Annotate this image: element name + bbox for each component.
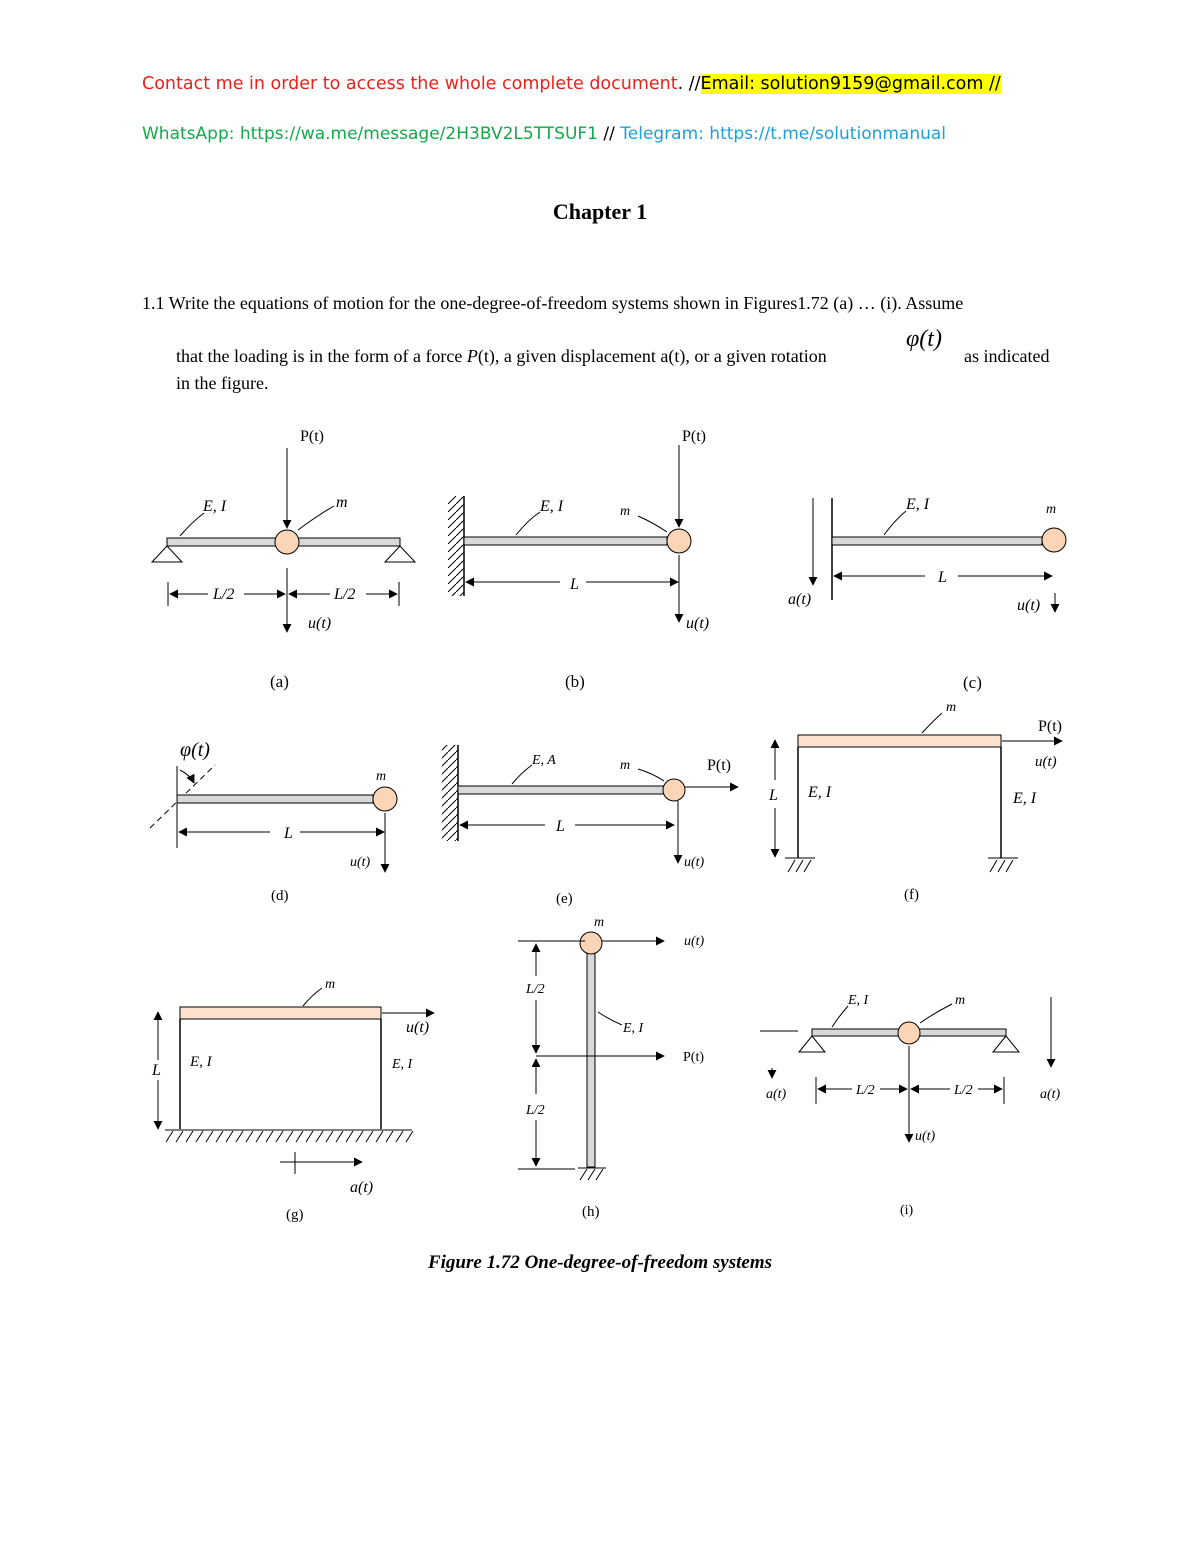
length-label: L: [284, 825, 293, 842]
panel-label: (h): [582, 1204, 600, 1220]
panel-label: (e): [556, 891, 573, 907]
support-motion-label: a(t): [788, 591, 812, 608]
panel-b: [448, 428, 709, 691]
girder: [180, 1007, 381, 1019]
telegram-link[interactable]: Telegram: https://t.me/solutionmanual: [620, 124, 947, 144]
displacement-label: u(t): [684, 934, 705, 949]
pin-support: [799, 1036, 825, 1052]
fixed-support: [442, 745, 458, 841]
pin-support: [385, 546, 415, 562]
displacement-label: u(t): [915, 1129, 936, 1144]
beam: [458, 786, 664, 794]
length-label: L/2: [213, 586, 235, 603]
ground-motion-label: a(t): [350, 1179, 374, 1196]
panel-label: (c): [963, 673, 982, 692]
leader-line: [303, 988, 322, 1006]
displacement-label: u(t): [1017, 597, 1041, 614]
leader-line: [180, 513, 204, 536]
mass: [1042, 528, 1066, 552]
leader-line: [512, 765, 532, 784]
column: [587, 953, 595, 1167]
support-motion-label: a(t): [766, 1087, 787, 1102]
mass-label: m: [594, 915, 605, 930]
beam: [832, 537, 1042, 545]
length-label: L: [570, 576, 579, 593]
ground-hatch: [990, 860, 1013, 872]
problem-line-3: in the figure.: [176, 373, 269, 393]
stiffness-label: E, I: [203, 498, 227, 515]
separator: //: [598, 124, 621, 144]
stiffness-label: E, I: [848, 993, 869, 1008]
displacement-label: u(t): [406, 1019, 430, 1036]
stiffness-label: E, I: [392, 1057, 413, 1072]
fixed-support: [448, 496, 464, 596]
mass-label: m: [620, 758, 631, 773]
displacement-label: u(t): [350, 855, 371, 870]
panel-label: (f): [904, 887, 919, 903]
force-label: P(t): [1038, 718, 1062, 735]
leader-line: [638, 769, 664, 781]
mass: [373, 787, 397, 811]
leader-line: [922, 713, 942, 733]
displacement-label: u(t): [1035, 754, 1057, 770]
problem-text: that the loading is in the form of a force: [176, 346, 467, 366]
girder: [798, 735, 1001, 747]
displacement-label: u(t): [684, 855, 705, 870]
stiffness-label: E, I: [190, 1054, 212, 1070]
chapter-title: Chapter 1: [552, 199, 648, 224]
force-label: P(t): [300, 428, 324, 445]
leader-line: [598, 1012, 622, 1025]
pin-support: [993, 1036, 1019, 1052]
stiffness-label: E, I: [623, 1021, 644, 1036]
length-label: L: [152, 1062, 161, 1079]
length-label: L: [556, 818, 565, 835]
panel-c: [788, 496, 1066, 692]
stiffness-label: E, I: [1013, 790, 1037, 807]
mass-label: m: [325, 977, 336, 992]
mass-label: m: [336, 494, 348, 511]
mass-label: m: [955, 993, 966, 1008]
length-label: L: [938, 569, 947, 586]
force-label: P(t): [683, 1050, 704, 1065]
figure-caption: Figure 1.72 One-degree-of-freedom systems: [427, 1252, 773, 1273]
problem-text: (t), a given displacement a(t), or a given rotation: [477, 346, 827, 366]
length-label: L/2: [856, 1083, 875, 1098]
displacement-label: u(t): [686, 615, 710, 632]
leader-line: [638, 516, 667, 532]
leader-line: [298, 506, 334, 530]
force-label: P(t): [682, 428, 706, 445]
ground-hatch: [788, 860, 811, 872]
mass-label: m: [620, 504, 631, 519]
beam: [464, 537, 667, 545]
force-symbol: P: [466, 346, 478, 366]
beam: [177, 795, 373, 803]
leader-line: [832, 1006, 848, 1027]
panel-label: (d): [271, 888, 289, 904]
rotation-symbol: φ(t): [906, 326, 942, 352]
panel-label: (g): [286, 1207, 304, 1223]
leader-line: [920, 1004, 952, 1023]
leader-line: [516, 512, 540, 535]
panel-label: (i): [900, 1203, 914, 1218]
mass: [580, 932, 602, 954]
ground-hatch: [166, 1131, 413, 1142]
length-label: L/2: [954, 1083, 973, 1098]
mass: [663, 779, 685, 801]
panel-f: [768, 700, 1062, 903]
mass-label: m: [1046, 502, 1057, 517]
length-label: L/2: [526, 1103, 545, 1118]
email-link[interactable]: Email: solution9159@gmail.com //: [700, 74, 1001, 94]
length-label: L/2: [526, 982, 545, 997]
problem-line-1: 1.1 Write the equations of motion for the one-degree-of-freedom systems shown in Figures1.72 (a) … (i). Assume: [142, 293, 964, 313]
panel-e: [442, 745, 738, 907]
leader-line: [884, 511, 906, 535]
ground-hatch: [580, 1169, 603, 1180]
length-label: L/2: [334, 586, 356, 603]
panel-h: [518, 915, 705, 1220]
contact-text: Contact me in order to access the whole complete document: [142, 74, 678, 94]
support-motion-label: a(t): [1040, 1087, 1061, 1102]
mass-label: m: [946, 700, 957, 715]
panel-i: [760, 993, 1061, 1218]
panel-a: [152, 428, 415, 691]
panel-label: (b): [565, 672, 585, 691]
stiffness-label: E, I: [808, 784, 832, 801]
separator: . //: [677, 74, 701, 94]
problem-text: as indicated: [964, 346, 1050, 366]
panel-g: [151, 977, 434, 1223]
rotation-label: φ(t): [180, 739, 210, 761]
mass: [667, 529, 691, 553]
rotation-arrow: [180, 770, 194, 783]
pin-support: [152, 546, 182, 562]
displacement-label: u(t): [308, 615, 332, 632]
mass-label: m: [376, 769, 387, 784]
axial-stiffness-label: E, A: [532, 753, 556, 768]
force-label: P(t): [707, 757, 731, 774]
mass: [275, 530, 299, 554]
mass: [898, 1022, 920, 1044]
length-label: L: [769, 787, 778, 804]
whatsapp-link[interactable]: WhatsApp: https://wa.me/message/2H3BV2L5TTSUF1: [142, 124, 598, 144]
panel-d: [150, 739, 397, 904]
stiffness-label: E, I: [540, 498, 564, 515]
stiffness-label: E, I: [906, 496, 930, 513]
panel-label: (a): [270, 672, 289, 691]
